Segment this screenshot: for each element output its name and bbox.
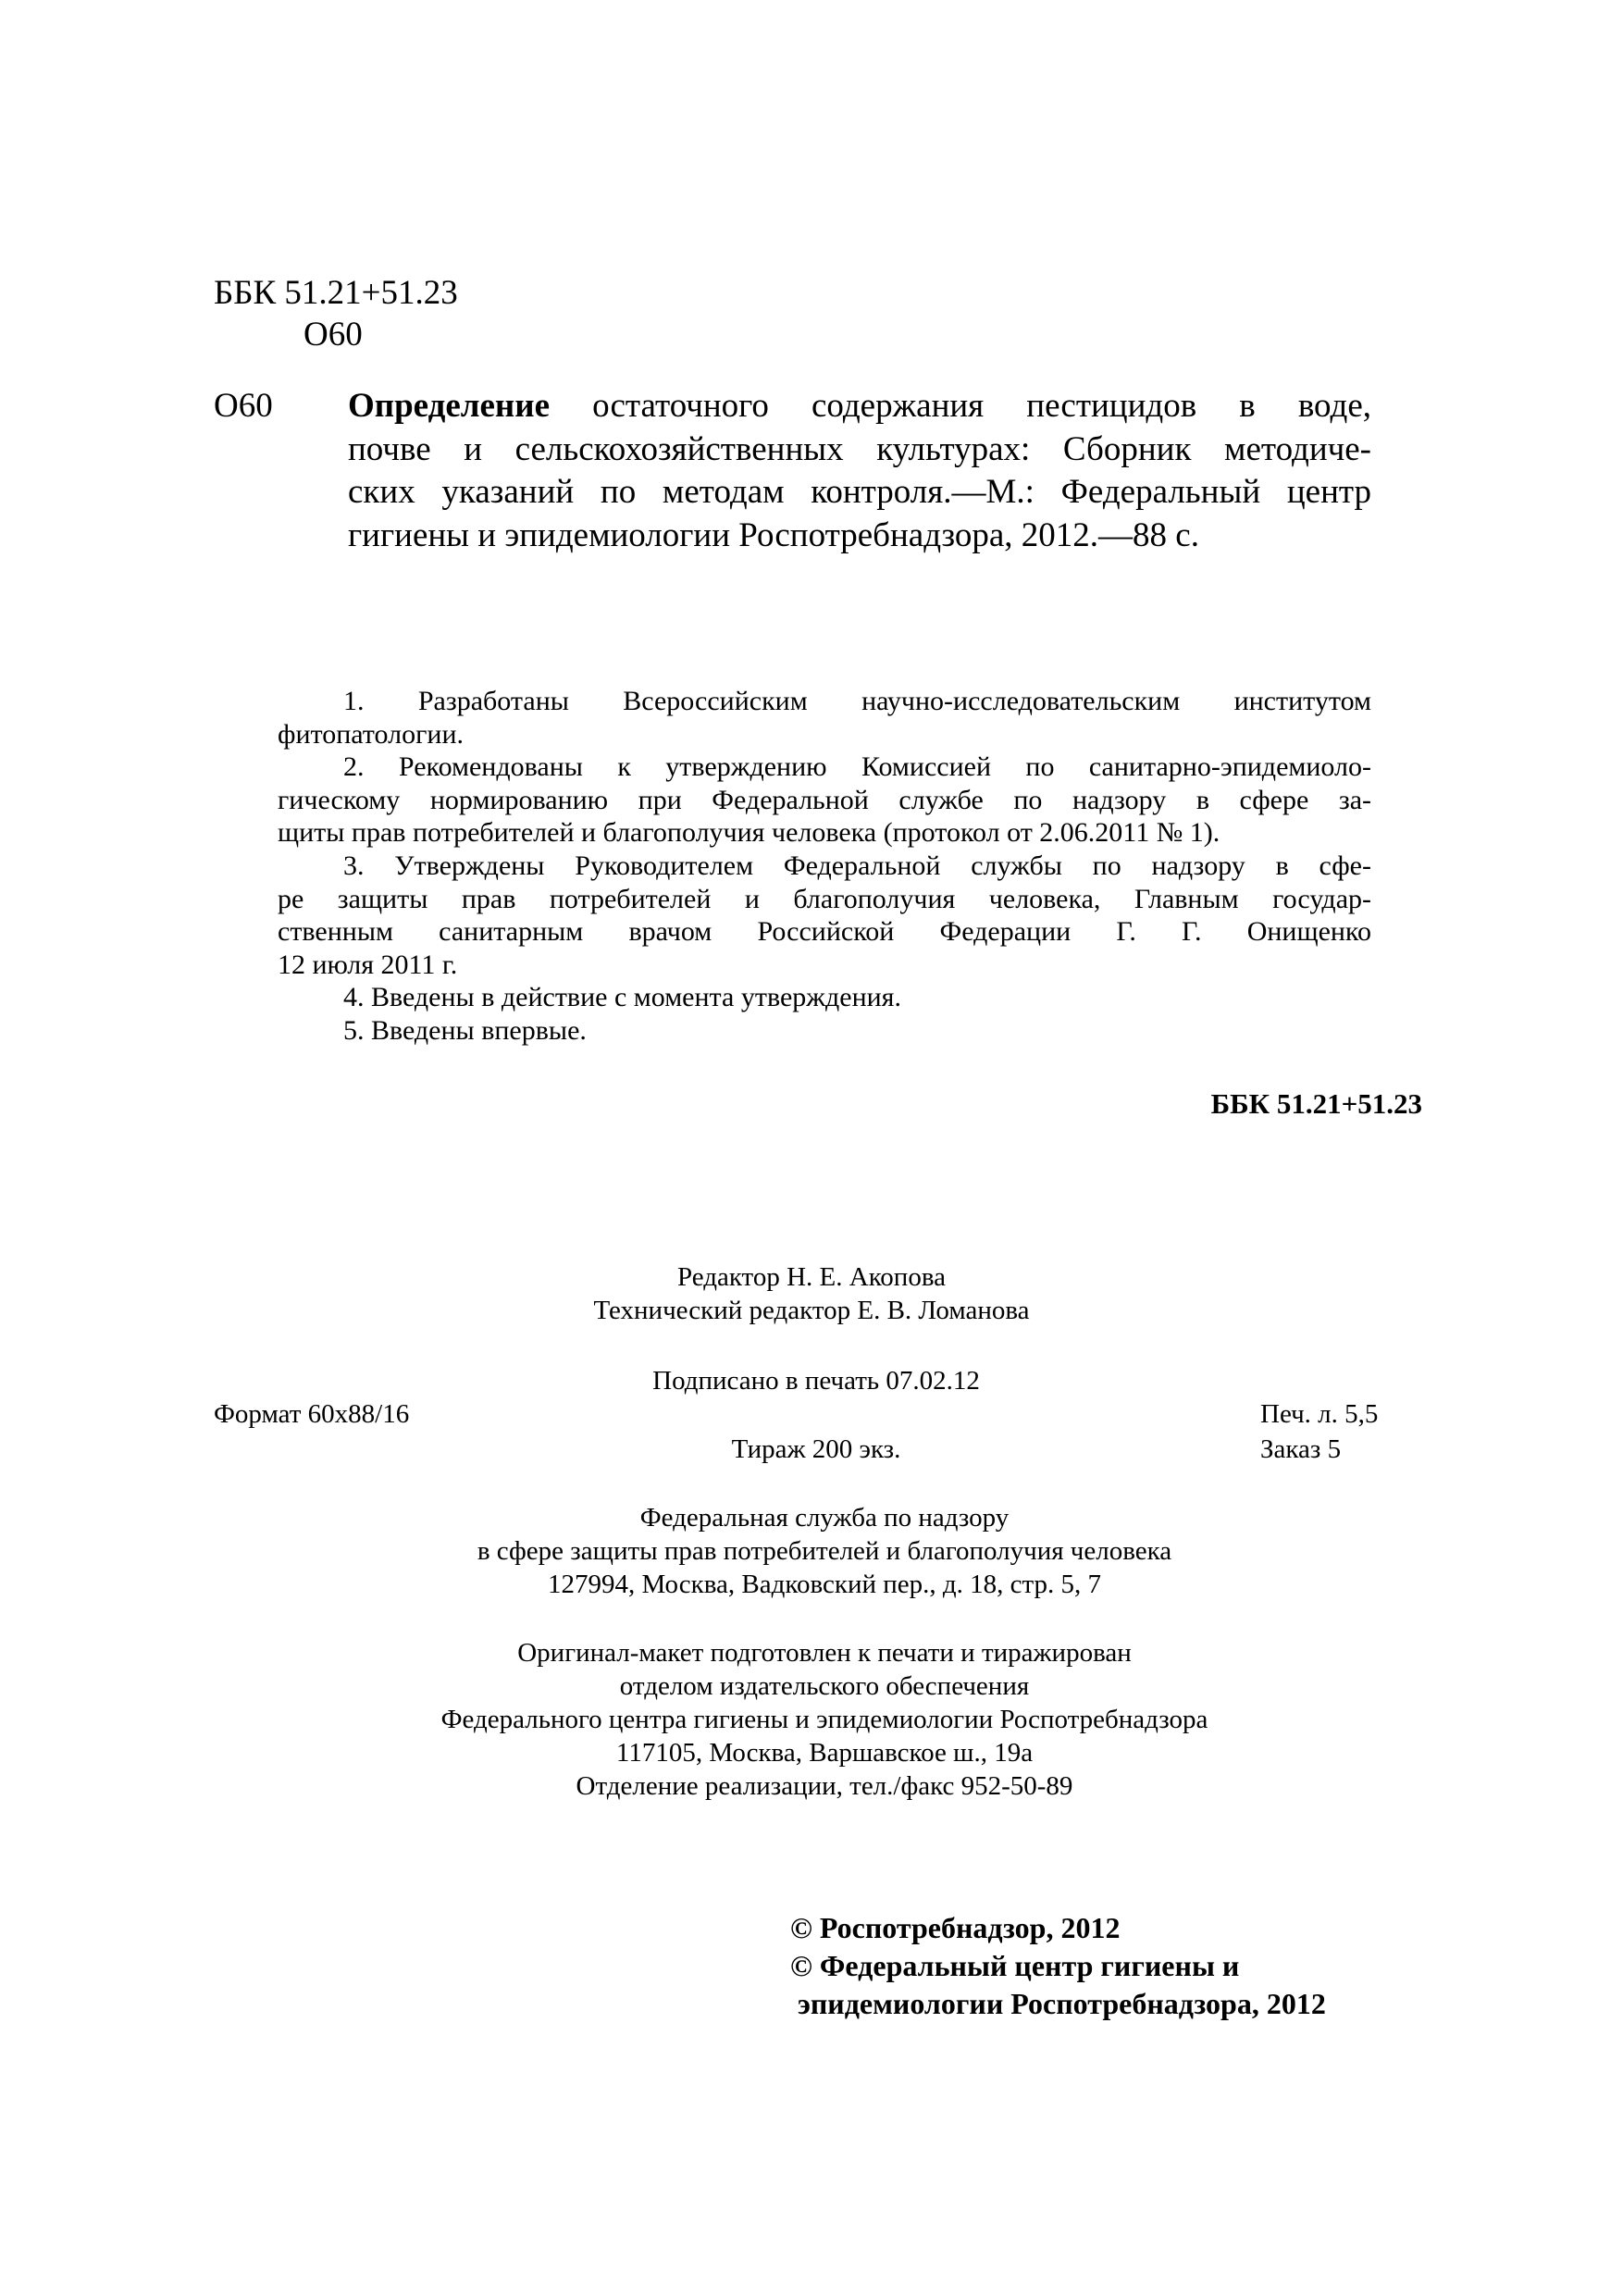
publisher-line: в сфере защиты прав потребителей и благополучия человека — [477, 1536, 1172, 1566]
note-line: ственным санитарным врачом Российской Федерации Г. Г. Онищенко — [278, 916, 1371, 948]
biblio-line: Определение остаточного содержания пестицидов в воде, — [348, 387, 1371, 425]
note-line: 3. Утверждены Руководителем Федеральной службы по надзору в сфе- — [343, 850, 1371, 881]
bibliographic-description — [348, 385, 1371, 557]
editor-line: Редактор Н. Е. Акопова — [676, 1262, 947, 1292]
printer-line: Федерального центра гигиены и эпидемиологии Роспотребнадзора — [440, 1705, 1208, 1734]
biblio-line: почве и сельскохозяйственных культурах: Сборник методиче- — [348, 429, 1371, 468]
sales-contact: Отделение реализации, тел./факс 952-50-89 — [576, 1771, 1073, 1801]
printer-line: отделом издательского обеспечения — [619, 1671, 1030, 1701]
publisher-address: 127994, Москва, Вадковский пер., д. 18, стр. 5, 7 — [547, 1570, 1102, 1599]
author-mark: О60 — [304, 316, 363, 354]
bbk-index: ББК 51.21+51.23 — [214, 274, 458, 312]
publication-notes — [278, 685, 1371, 1048]
note-line: 2. Рекомендованы к утверждению Комиссией по санитарно-эпидемиоло- — [343, 751, 1371, 783]
copyright-line: © Роспотребнадзор, 2012 — [790, 1911, 1121, 1944]
note-line: ре защиты прав потребителей и благополучия человека, Главным государ- — [278, 883, 1371, 914]
note-line: 4. Введены в действие с момента утверждения. — [343, 982, 901, 1013]
copyright-line: © Федеральный центр гигиены и — [790, 1949, 1240, 1982]
note-line: щиты прав потребителей и благополучия человека (протокол от 2.06.2011 № 1). — [278, 817, 1220, 849]
signed-line: Подписано в печать 07.02.12 — [652, 1366, 980, 1396]
order-line: Заказ 5 — [1260, 1434, 1342, 1464]
bbk-index-bottom: ББК 51.21+51.23 — [1210, 1087, 1422, 1120]
printer-line: Оригинал-макет подготовлен к печати и тиражирован — [517, 1638, 1132, 1668]
biblio-line: гигиены и эпидемиологии Роспотребнадзора, 2012.—88 с. — [348, 515, 1199, 554]
copyright-line: эпидемиологии Роспотребнадзора, 2012 — [790, 1987, 1326, 2020]
biblio-author-mark: О60 — [214, 387, 273, 425]
note-line: гическому нормированию при Федеральной службе по надзору в сфере за- — [278, 784, 1371, 815]
sheets-line: Печ. л. 5,5 — [1260, 1399, 1379, 1429]
tech-editor-line: Технический редактор Е. В. Ломанова — [593, 1296, 1030, 1325]
publisher-line: Федеральная служба по надзору — [639, 1503, 1010, 1533]
circulation-line: Тираж 200 экз. — [731, 1434, 901, 1464]
format-line: Формат 60x88/16 — [214, 1399, 410, 1429]
note-line: 12 июля 2011 г. — [278, 949, 458, 980]
printer-address: 117105, Москва, Варшавское ш., 19а — [615, 1738, 1034, 1768]
biblio-title-word: Определение — [348, 387, 550, 425]
note-line: 5. Введены впервые. — [343, 1014, 587, 1046]
biblio-line: ских указаний по методам контроля.—М.: Федеральный центр — [348, 473, 1371, 511]
note-line: 1. Разработаны Всероссийским научно-исследовательским институтом — [343, 686, 1371, 716]
note-line: фитопатологии. — [278, 718, 465, 750]
